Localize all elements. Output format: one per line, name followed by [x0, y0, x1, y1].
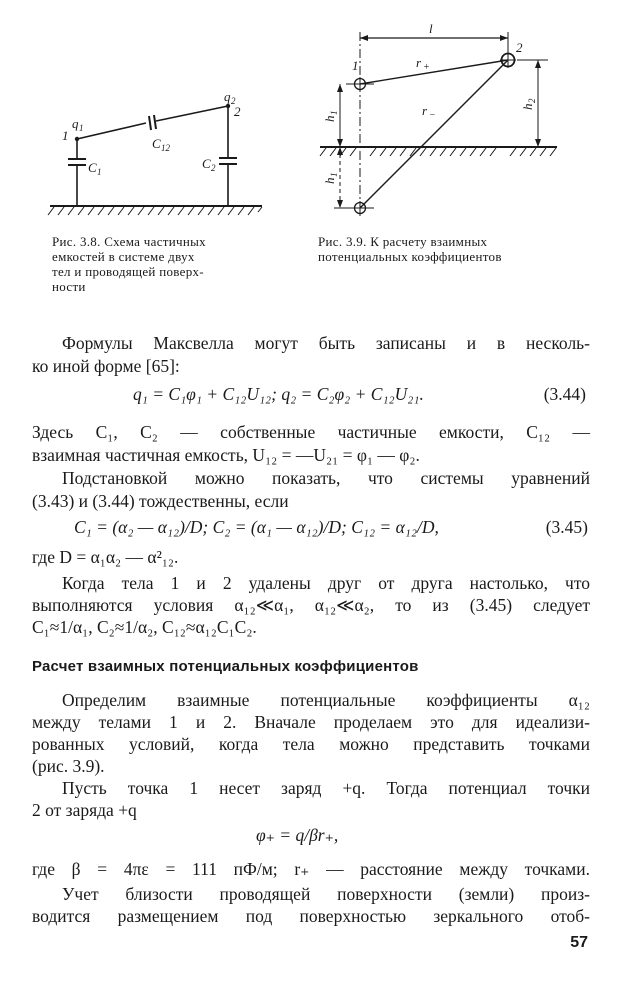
fig38-caption-line: ности — [52, 279, 86, 294]
figure-3-8-caption — [52, 234, 274, 294]
paragraph-line: взаимная частичная емкость, U₁₂ = —U₂₁ = φ₁ — φ₂. — [32, 445, 420, 465]
fig38-q2-sub: 2 — [231, 96, 236, 106]
paragraph-line: (рис. 3.9). — [32, 756, 105, 776]
paragraph-line: выполняются условия α₁₂≪α₁, α₁₂≪α₂, то из (3.45) следует — [32, 595, 590, 615]
fig39-r-plus-sub: + — [423, 62, 430, 73]
fig39-r-minus-label: r — [422, 103, 428, 118]
fig38-c1-sub: 1 — [97, 167, 102, 177]
section-heading: Расчет взаимных потенциальных коэффициентов — [32, 658, 419, 675]
fig38-q1-sub: 1 — [79, 123, 84, 133]
equation-phi-plus: φ₊ = q/βr₊, — [256, 825, 339, 845]
equation-3-44: q₁ = C₁φ₁ + C₁₂U₁₂; q₂ = C₂φ₂ + C₁₂U₂₁. — [133, 384, 424, 404]
paragraph-line: Учет близости проводящей поверхности (земли) произ- — [62, 884, 590, 904]
fig39-l-label: l — [429, 21, 433, 36]
fig38-c12-label: C — [152, 136, 161, 151]
paragraph-line: Формулы Максвелла могут быть записаны и в несколь- — [62, 333, 590, 353]
fig38-c12-sub: 12 — [161, 143, 170, 153]
fig39-h2-label: h — [520, 103, 535, 110]
fig38-caption-line: тел и проводящей поверх- — [52, 264, 204, 279]
fig39-h1-bottom-sub: 1 — [329, 172, 339, 177]
fig38-q1-label: q — [72, 116, 79, 131]
fig38-caption-line: Рис. 3.8. Схема частичных — [52, 234, 206, 249]
equation-3-45-number: (3.45) — [545, 517, 588, 537]
paragraph-line: между телами 1 и 2. Вначале проделаем это для идеализи- — [32, 712, 590, 732]
fig38-c2-label: C — [202, 156, 211, 171]
paragraph-line: Определим взаимные потенциальные коэффициенты α₁₂ — [62, 690, 590, 710]
equation-3-45: C₁ = (α₂ — α₁₂)/D; C₂ = (α₁ — α₁₂)/D; C₁₂ = α₁₂/D, — [74, 517, 439, 537]
fig38-node2-label: 2 — [234, 104, 241, 119]
equation-3-44-number: (3.44) — [543, 384, 586, 404]
fig39-caption-line: потенциальных коэффициентов — [318, 249, 502, 264]
fig39-h1-bottom-label: h — [322, 177, 337, 184]
fig39-h2-sub: 2 — [527, 98, 537, 103]
paragraph-line: рованных условий, когда тела можно представить точками — [32, 734, 590, 754]
paragraph-line: где β = 4πε = 111 пФ/м; r₊ — расстояние между точками. — [32, 859, 590, 879]
fig38-node1-label: 1 — [62, 128, 69, 143]
page-number: 57 — [570, 934, 588, 951]
paragraph-line: (3.43) и (3.44) тождественны, если — [32, 491, 289, 511]
paragraph-line: ко иной форме [65]: — [32, 356, 180, 376]
fig38-q2-label: q — [224, 89, 231, 104]
fig38-c1-label: C — [88, 160, 97, 175]
paragraph-line: водится размещением под поверхностью зеркального отоб- — [32, 906, 590, 926]
paragraph-line: C₁≈1/α₁, C₂≈1/α₂, C₁₂≈α₁₂C₁C₂. — [32, 617, 257, 637]
fig39-caption-line: Рис. 3.9. К расчету взаимных — [318, 234, 488, 249]
fig38-c2-sub: 2 — [211, 163, 216, 173]
figure-3-9-caption — [318, 234, 564, 264]
paragraph-line: 2 от заряда +q — [32, 800, 137, 820]
fig39-point1-label: 1 — [352, 58, 359, 73]
paragraph-line: Когда тела 1 и 2 удалены друг от друга настолько, что — [62, 573, 590, 593]
fig38-caption-line: емкостей в системе двух — [52, 249, 195, 264]
paragraph-line: Пусть точка 1 несет заряд +q. Тогда потенциал точки — [62, 778, 590, 798]
fig39-r-minus-sub: − — [429, 110, 436, 121]
fig39-r-plus-label: r — [416, 55, 422, 70]
fig39-point2-label: 2 — [516, 40, 523, 55]
paragraph-line: Здесь C₁, C₂ — собственные частичные емкости, C₁₂ — — [32, 422, 590, 442]
paragraph-line: Подстановкой можно показать, что системы уравнений — [62, 468, 590, 488]
fig39-h1-top-label: h — [322, 115, 337, 122]
figure-3-9 — [312, 20, 562, 225]
fig39-h1-top-sub: 1 — [329, 110, 339, 115]
paragraph-line: где D = α₁α₂ — α²₁₂. — [32, 547, 179, 567]
figure-3-8 — [40, 80, 275, 225]
